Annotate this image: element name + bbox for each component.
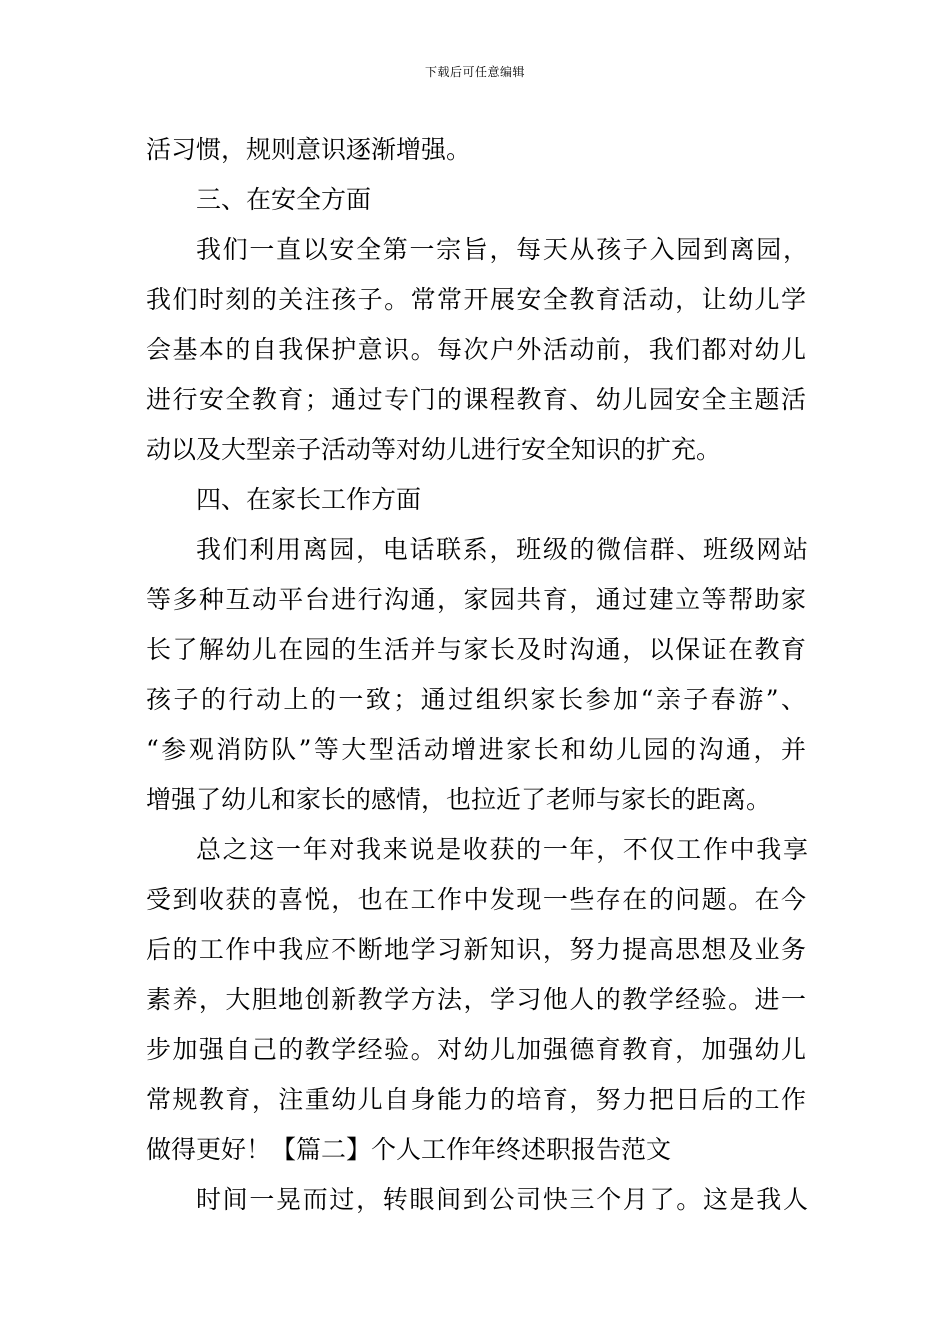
body-line: 素养，大胆地创新教学方法，学习他人的教学经验。进一 bbox=[146, 985, 806, 1014]
body-line: 后的工作中我应不断地学习新知识，努力提高思想及业务 bbox=[146, 935, 806, 964]
body-line: 增强了幼儿和家长的感情，也拉近了老师与家长的距离。 bbox=[146, 785, 772, 814]
section-heading: 三、在安全方面 bbox=[196, 185, 372, 214]
section-heading: 四、在家长工作方面 bbox=[196, 485, 422, 514]
body-line: “参观消防队”等大型活动增进家长和幼儿园的沟通，并 bbox=[146, 735, 806, 764]
body-line: 孩子的行动上的一致；通过组织家长参加“亲子春游”、 bbox=[146, 685, 806, 714]
body-line: 我们一直以安全第一宗旨，每天从孩子入园到离园， bbox=[196, 235, 808, 264]
body-line: 长了解幼儿在园的生活并与家长及时沟通，以保证在教育 bbox=[146, 635, 806, 664]
body-line: 受到收获的喜悦，也在工作中发现一些存在的问题。在今 bbox=[146, 885, 806, 914]
body-line: 我们利用离园，电话联系，班级的微信群、班级网站 bbox=[196, 535, 808, 564]
body-line: 活习惯，规则意识逐渐增强。 bbox=[146, 135, 472, 164]
body-line: 进行安全教育；通过专门的课程教育、幼儿园安全主题活 bbox=[146, 385, 806, 414]
body-line: 我们时刻的关注孩子。常常开展安全教育活动，让幼儿学 bbox=[146, 285, 806, 314]
page-header: 下载后可任意编辑 bbox=[424, 65, 525, 79]
body-line: 总之这一年对我来说是收获的一年，不仅工作中我享 bbox=[196, 835, 808, 864]
body-line: 做得更好！【篇二】个人工作年终述职报告范文 bbox=[146, 1135, 672, 1164]
body-line: 动以及大型亲子活动等对幼儿进行安全知识的扩充。 bbox=[146, 435, 722, 464]
body-line: 时间一晃而过，转眼间到公司快三个月了。这是我人 bbox=[196, 1185, 808, 1214]
body-line: 常规教育，注重幼儿自身能力的培育，努力把日后的工作 bbox=[146, 1085, 806, 1114]
body-line: 等多种互动平台进行沟通，家园共育，通过建立等帮助家 bbox=[146, 585, 806, 614]
body-line: 会基本的自我保护意识。每次户外活动前，我们都对幼儿 bbox=[146, 335, 806, 364]
body-line: 步加强自己的教学经验。对幼儿加强德育教育，加强幼儿 bbox=[146, 1035, 806, 1064]
